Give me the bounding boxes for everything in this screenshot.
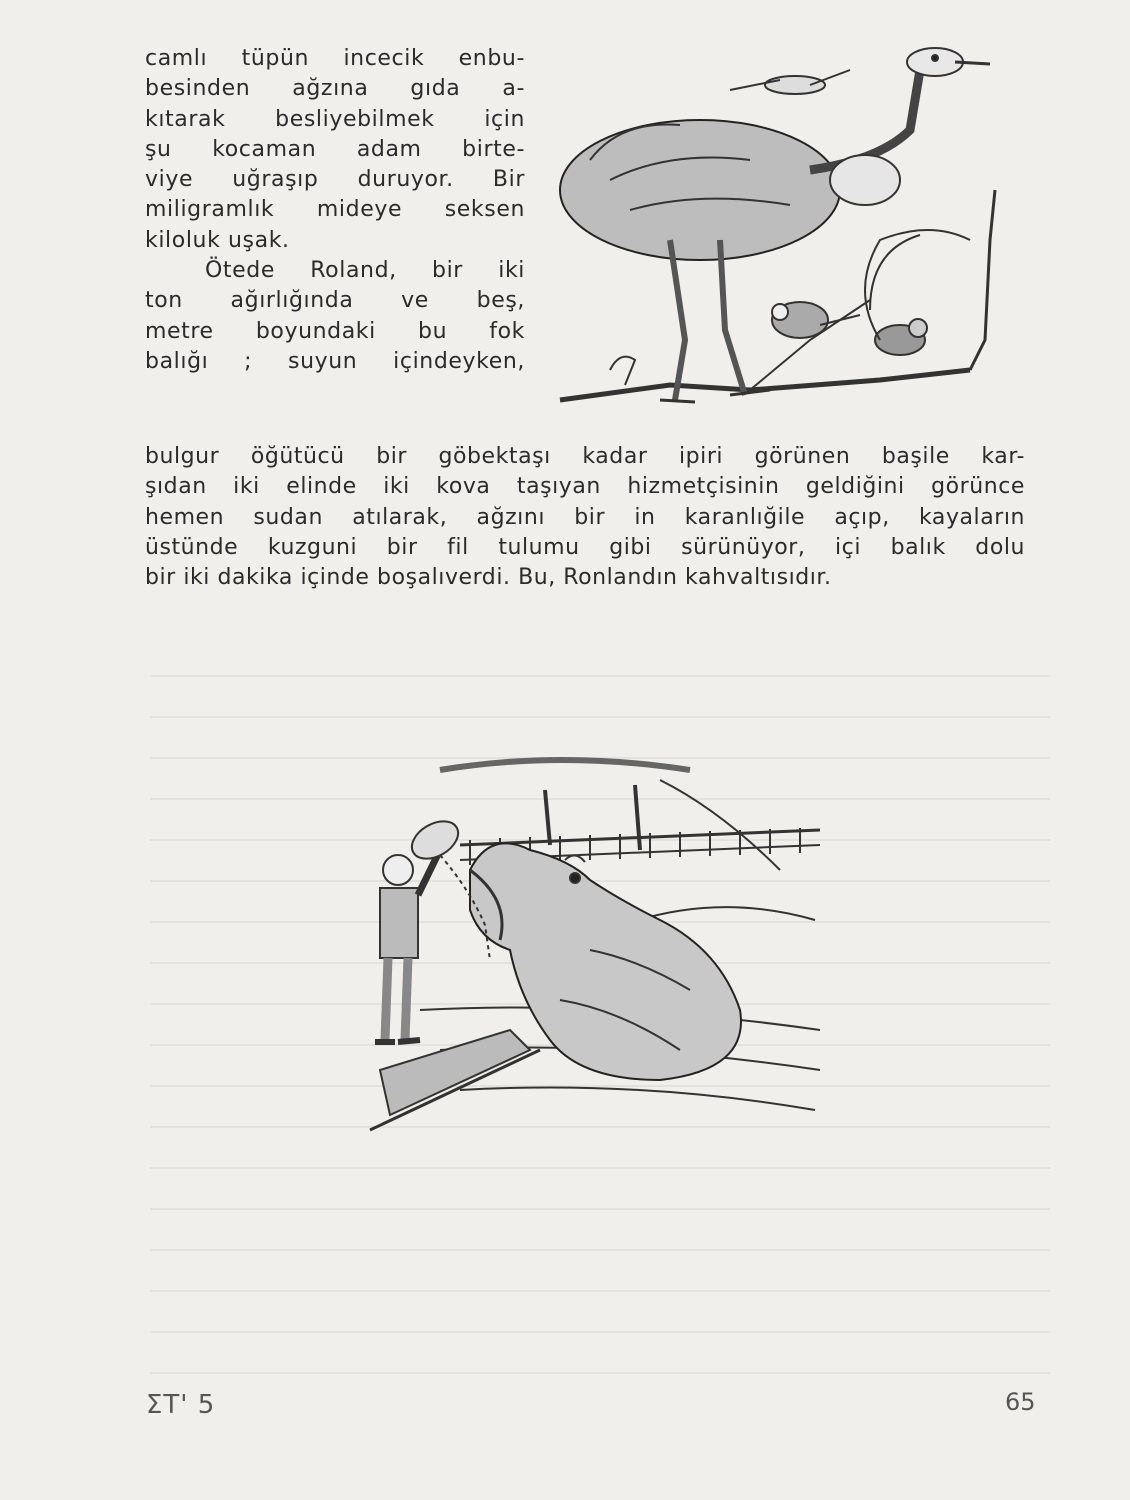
ostrich-illustration xyxy=(550,40,1000,425)
printer-signature: ΣΤ' 5 xyxy=(146,1390,216,1420)
text-line: viye uğraşıp duruyor. Bir xyxy=(145,167,525,193)
text-line: hemen sudan atılarak, ağzını bir in karanlığile açıp, kayaların xyxy=(145,504,1025,530)
text-line: şu kocaman adam birte- xyxy=(145,136,525,162)
text-line: balığı ; suyun içindeyken, xyxy=(145,348,525,374)
text-line: camlı tüpün incecik enbu- xyxy=(145,46,525,71)
text-line: şıdan iki elinde iki kova taşıyan hizmetçisinin geldiğini görünce xyxy=(145,474,1025,500)
text-line: kıtarak besliyebilmek için xyxy=(145,106,525,132)
hippo-feeding-illustration xyxy=(360,750,825,1135)
text-line: besinden ağzına gıda a- xyxy=(145,76,525,102)
text-line: üstünde kuzguni bir fil tulumu gibi sürünüyor, içi balık dolu xyxy=(145,534,1025,560)
wide-paragraph xyxy=(145,442,1025,593)
page-number: 65 xyxy=(1005,1388,1036,1416)
text-line: ton ağırlığında ve beş, xyxy=(145,288,525,314)
narrow-paragraph xyxy=(145,44,525,377)
text-line: miligramlık mideye seksen xyxy=(145,197,525,223)
text-line: bulgur öğütücü bir göbektaşı kadar ipiri görünen başile kar- xyxy=(145,444,1025,469)
text-line: kiloluk uşak. xyxy=(145,227,290,253)
text-line: bir iki dakika içinde boşalıverdi. Bu, Ronlandın kahvaltısıdır. xyxy=(145,565,832,591)
text-line: Ötede Roland, bir iki xyxy=(205,258,525,284)
text-line: metre boyundaki bu fok xyxy=(145,318,525,344)
